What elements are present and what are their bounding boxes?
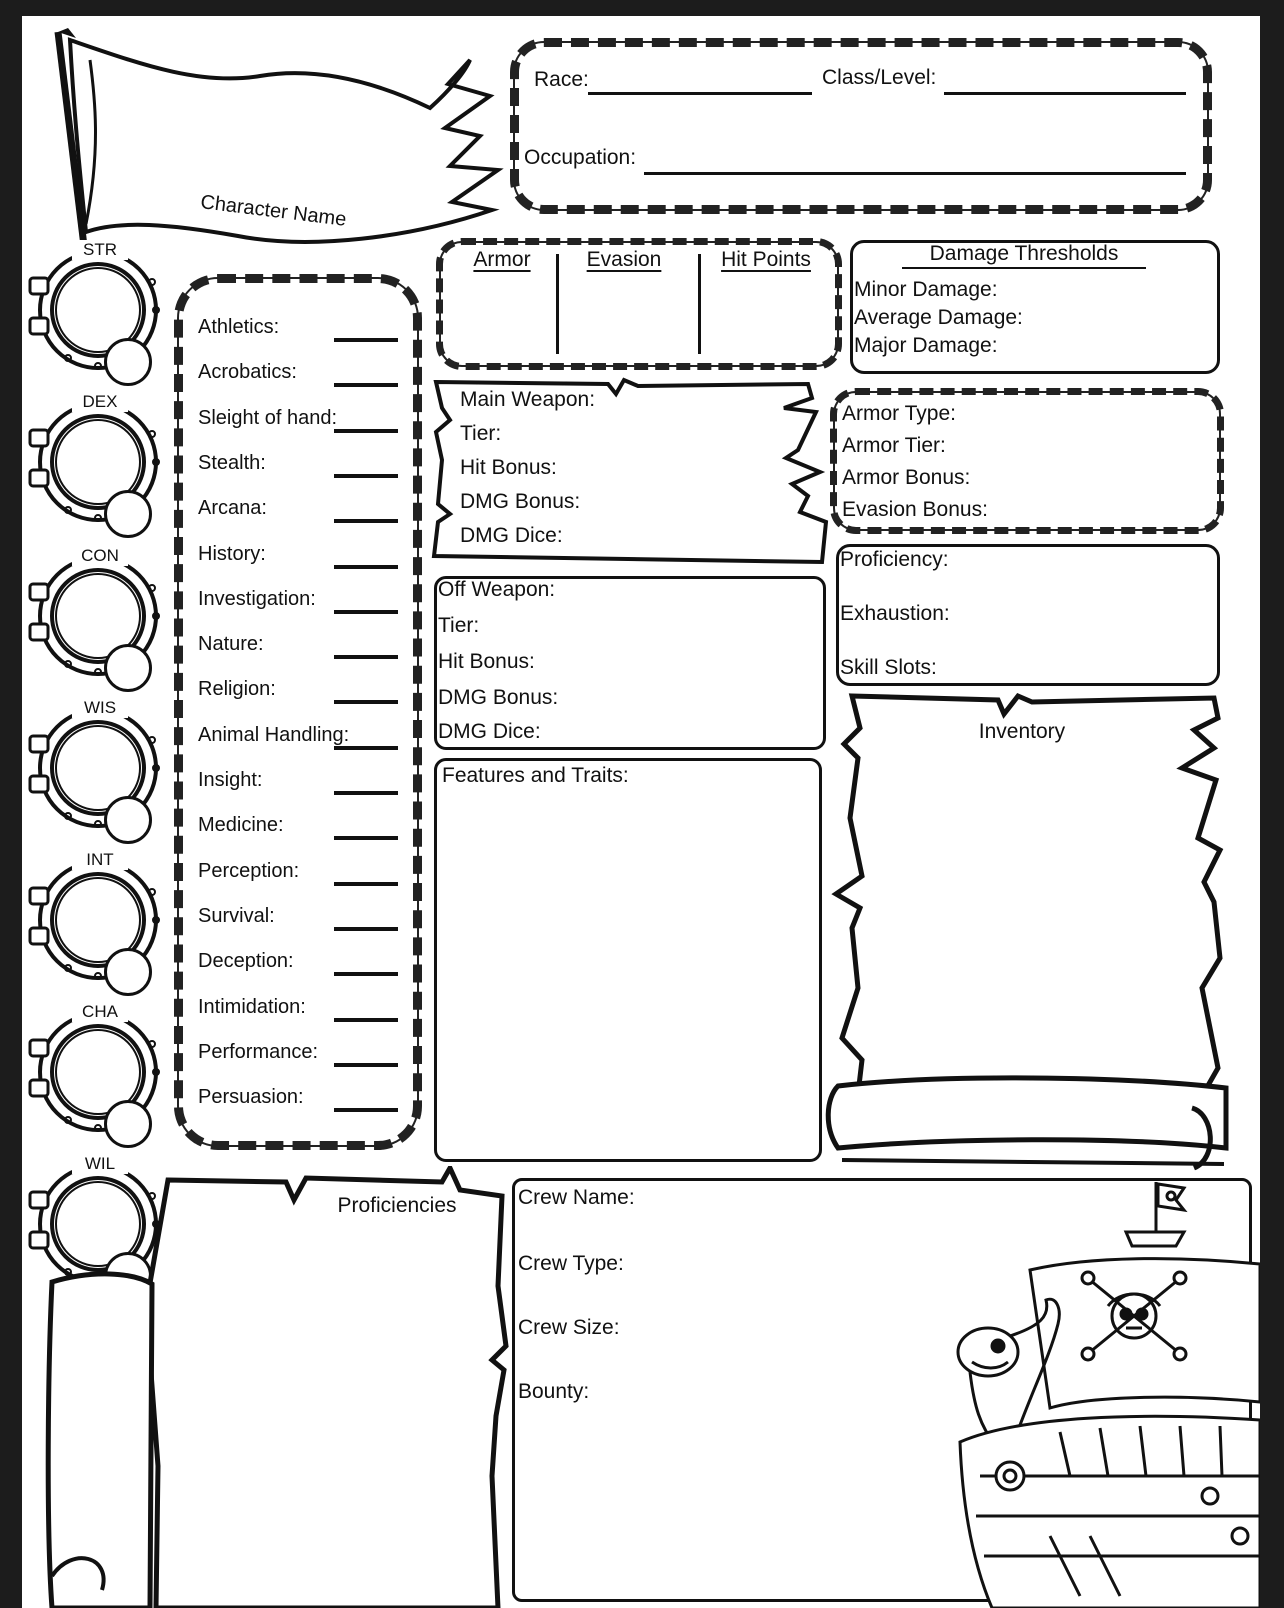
race-field[interactable] [588, 92, 812, 95]
skill-label: Perception: [198, 860, 300, 882]
crew-name-label: Crew Name: [518, 1186, 635, 1209]
stat-label: WIL [72, 1154, 128, 1174]
occupation-field[interactable] [644, 172, 1186, 175]
features-traits-label: Features and Traits: [442, 764, 629, 787]
skill-value-field[interactable] [334, 383, 398, 387]
skill-value-field[interactable] [334, 1018, 398, 1022]
skill-value-field[interactable] [334, 1108, 398, 1112]
defense-divider [698, 254, 701, 354]
skill-label: Stealth: [198, 452, 266, 474]
stat-label: STR [72, 240, 128, 260]
main-weapon-dmg-bonus-label: DMG Bonus: [460, 490, 581, 513]
skill-value-field[interactable] [334, 927, 398, 931]
evasion-header: Evasion [586, 248, 662, 271]
skill-label: Survival: [198, 905, 275, 927]
skill-label: History: [198, 543, 266, 565]
armor-tier-label: Armor Tier: [842, 434, 946, 457]
inventory-field[interactable] [872, 756, 1192, 1066]
skill-label: Deception: [198, 950, 294, 972]
crew-type-label: Crew Type: [518, 1252, 624, 1275]
main-weapon-dmg-dice-label: DMG Dice: [460, 524, 563, 547]
average-damage-label: Average Damage: [854, 306, 1023, 329]
crew-size-label: Crew Size: [518, 1316, 620, 1339]
hit-points-header: Hit Points [721, 248, 811, 271]
skill-value-field[interactable] [334, 565, 398, 569]
skill-value-field[interactable] [334, 836, 398, 840]
armor-header: Armor [473, 248, 531, 271]
skill-label: Sleight of hand: [198, 407, 337, 429]
skill-label: Animal Handling: [198, 724, 350, 746]
stat-modifier-field[interactable] [104, 796, 152, 844]
skill-value-field[interactable] [334, 746, 398, 750]
exhaustion-label: Exhaustion: [840, 602, 950, 625]
skill-label: Investigation: [198, 588, 316, 610]
skill-value-field[interactable] [334, 882, 398, 886]
stat-label: DEX [72, 392, 128, 412]
occupation-label: Occupation: [524, 146, 637, 169]
skill-label: Medicine: [198, 814, 284, 836]
main-weapon-tier-label: Tier: [460, 422, 502, 445]
hit-points-value-field[interactable] [704, 282, 830, 352]
stat-score-field[interactable] [62, 578, 134, 650]
defense-divider [556, 254, 559, 354]
proficiency-label: Proficiency: [840, 548, 949, 571]
off-weapon-hit-bonus-label: Hit Bonus: [438, 650, 535, 673]
skill-label: Intimidation: [198, 996, 306, 1018]
armor-bonus-label: Armor Bonus: [842, 466, 971, 489]
stat-int [28, 850, 164, 1006]
skill-label: Athletics: [198, 316, 280, 338]
major-damage-label: Major Damage: [854, 334, 998, 357]
skill-value-field[interactable] [334, 519, 398, 523]
features-traits-panel[interactable] [434, 758, 822, 1162]
stat-modifier-field[interactable] [104, 338, 152, 386]
skill-label: Arcana: [198, 497, 267, 519]
skill-label: Persuasion: [198, 1086, 304, 1108]
stat-modifier-field[interactable] [104, 644, 152, 692]
stat-wis [28, 698, 164, 854]
stat-score-field[interactable] [62, 424, 134, 496]
stat-label: WIS [72, 698, 128, 718]
race-class-panel [510, 38, 1212, 214]
skill-value-field[interactable] [334, 474, 398, 478]
stat-cha [28, 1002, 164, 1158]
damage-thresholds-title: Damage Thresholds [902, 242, 1146, 269]
race-label: Race: [534, 68, 589, 91]
skill-value-field[interactable] [334, 338, 398, 342]
main-weapon-hit-bonus-label: Hit Bonus: [460, 456, 557, 479]
skill-value-field[interactable] [334, 1063, 398, 1067]
stat-str [28, 240, 164, 396]
class-level-field[interactable] [944, 92, 1186, 95]
skill-label: Insight: [198, 769, 263, 791]
class-level-label: Class/Level: [822, 66, 937, 89]
evasion-bonus-label: Evasion Bonus: [842, 498, 988, 521]
skill-value-field[interactable] [334, 700, 398, 704]
stat-label: CHA [72, 1002, 128, 1022]
stat-label: CON [72, 546, 128, 566]
off-weapon-dmg-dice-label: DMG Dice: [438, 720, 541, 743]
stat-dex [28, 392, 164, 548]
skill-label: Acrobatics: [198, 361, 297, 383]
stat-modifier-field[interactable] [104, 490, 152, 538]
stat-modifier-field[interactable] [104, 1100, 152, 1148]
skill-value-field[interactable] [334, 610, 398, 614]
bounty-label: Bounty: [518, 1380, 590, 1403]
stat-score-field[interactable] [62, 272, 134, 344]
skill-label: Religion: [198, 678, 276, 700]
stat-score-field[interactable] [62, 882, 134, 954]
stat-modifier-field[interactable] [104, 948, 152, 996]
proficiencies-field[interactable] [162, 1236, 482, 1586]
stat-score-field[interactable] [62, 730, 134, 802]
skill-value-field[interactable] [334, 972, 398, 976]
skill-value-field[interactable] [334, 655, 398, 659]
main-weapon-label: Main Weapon: [460, 388, 596, 411]
minor-damage-label: Minor Damage: [854, 278, 998, 301]
stat-score-field[interactable] [62, 1034, 134, 1106]
skill-label: Performance: [198, 1041, 319, 1063]
off-weapon-tier-label: Tier: [438, 614, 480, 637]
proficiencies-label: Proficiencies [337, 1194, 457, 1217]
off-weapon-dmg-bonus-label: DMG Bonus: [438, 686, 559, 709]
character-name-label: Character Name [199, 191, 348, 231]
character-sheet [22, 16, 1260, 1608]
pirate-ship-illustration [940, 1176, 1260, 1608]
skill-value-field[interactable] [334, 429, 398, 433]
stat-con [28, 546, 164, 702]
off-weapon-label: Off Weapon: [438, 578, 556, 601]
evasion-value-field[interactable] [562, 282, 692, 352]
skill-value-field[interactable] [334, 791, 398, 795]
armor-type-label: Armor Type: [842, 402, 956, 425]
inventory-label: Inventory [978, 720, 1066, 743]
armor-value-field[interactable] [462, 282, 552, 352]
stat-label: INT [72, 850, 128, 870]
skill-slots-label: Skill Slots: [840, 656, 937, 679]
skill-label: Nature: [198, 633, 264, 655]
